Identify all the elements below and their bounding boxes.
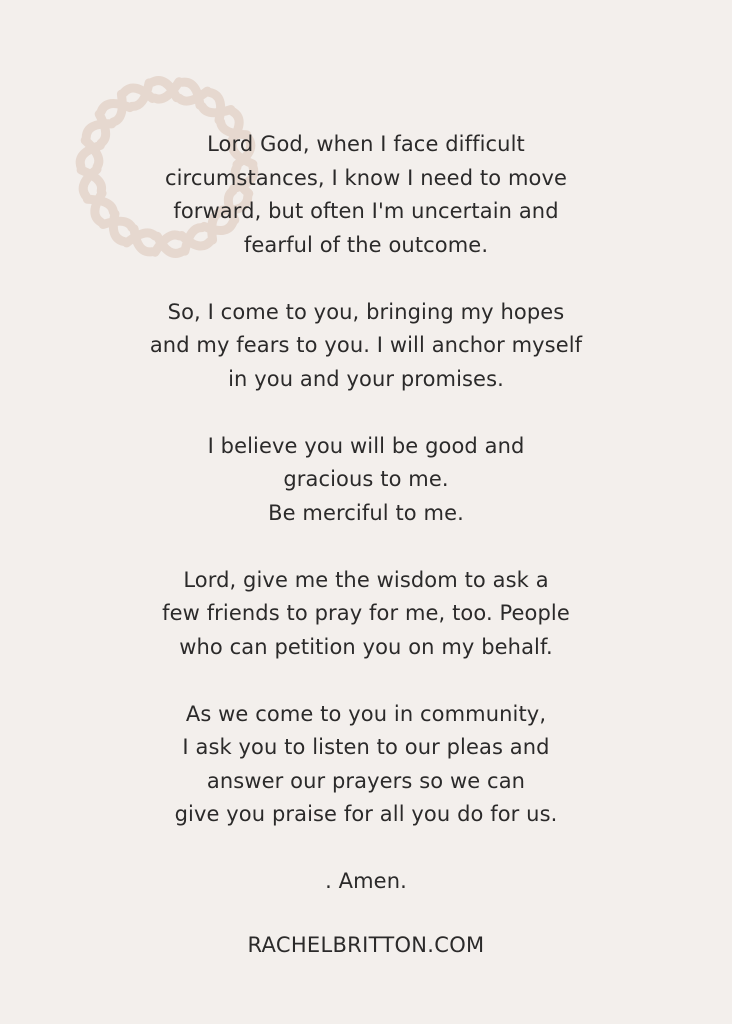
prayer-line: Be merciful to me.: [268, 500, 464, 525]
wreath-leaf: [113, 94, 122, 122]
prayer-stanza-5: [0, 698, 732, 832]
prayer-line: As we come to you in community,: [185, 701, 547, 726]
prayer-line: circumstances, I know I need to move: [164, 165, 568, 190]
prayer-line: Lord God, when I face difficult: [207, 132, 525, 156]
prayer-stanza-4: [0, 564, 732, 665]
prayer-line: and my fears to you. I will anchor myself: [149, 333, 583, 357]
prayer-text: [0, 128, 732, 899]
prayer-line: who can petition you on my behalf.: [179, 634, 553, 659]
prayer-line: few friends to pray for me, too. People: [162, 601, 570, 625]
prayer-closing: . Amen.: [325, 869, 407, 893]
prayer-stanza-3: [0, 430, 732, 531]
prayer-line: So, I come to you, bringing my hopes: [167, 299, 565, 324]
prayer-line: Lord, give me the wisdom to ask a: [183, 567, 549, 592]
prayer-stanza-1: [0, 128, 732, 262]
prayer-line: I ask you to listen to our pleas and: [182, 735, 550, 759]
prayer-line: fearful of the outcome.: [243, 232, 489, 257]
website-link[interactable]: RACHELBRITTON.COM: [247, 933, 485, 957]
prayer-line: gracious to me.: [283, 467, 449, 491]
prayer-line: give you praise for all you do for us.: [174, 802, 558, 826]
prayer-line: I believe you will be good and: [207, 433, 525, 458]
prayer-line: answer our prayers so we can: [206, 768, 526, 793]
prayer-stanza-2: [0, 296, 732, 397]
prayer-line: forward, but often I'm uncertain and: [173, 199, 559, 223]
prayer-line: in you and your promises.: [228, 366, 504, 391]
